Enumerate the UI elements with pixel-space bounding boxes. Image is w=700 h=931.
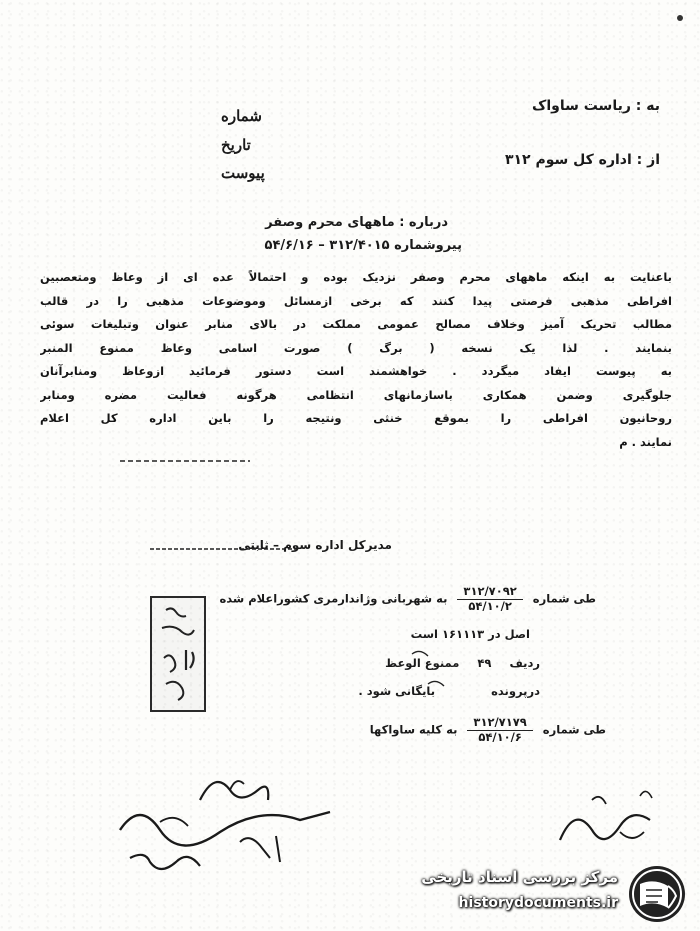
- recipient-line: به : ریاست ساواک: [532, 98, 660, 114]
- archive-logo-icon: [624, 862, 690, 926]
- signatory-title: مدیرکل اداره سوم – ثابتی: [238, 538, 392, 552]
- footer-line-5-number: ۳۱۲/۷۱۷۹: [467, 716, 532, 731]
- reference-line: پیروشماره ۳۱۲/۴۰۱۵ – ۵۴/۶/۱۶: [264, 238, 462, 253]
- body-line: بنمایند . لذا یک نسخه ( برگ ) صورت اسامی وعاظ ممنوع المنبر: [40, 340, 672, 355]
- attachment-label: پیوست: [221, 164, 265, 182]
- body-line: افراطی مذهبی فرصتی پیدا کنند که برخی ازمسائل وموضوعات مذهبی را در قالب: [40, 293, 672, 308]
- punch-hole-mark: [677, 15, 683, 21]
- footer-line-1-date: ۵۴/۱۰/۲: [468, 599, 512, 613]
- number-label: شماره: [221, 107, 262, 125]
- footer-line-1-suffix: به شهربانی وژاندارمری کشوراعلام شده: [219, 591, 448, 606]
- footer-line-3-suffix: ممنوع الوعظ: [385, 656, 460, 670]
- signature-scribble-left: [120, 781, 330, 869]
- date-label: تاریخ: [221, 136, 251, 154]
- footer-line-1-prefix: طی شماره: [532, 591, 596, 606]
- body-line: مطالب تحریک آمیز وخلاف مصالح عمومی مملکت در بالای منابر عنوان وتبلیغات سوئی: [40, 317, 672, 331]
- footer-line-3-number: ۴۹: [477, 656, 492, 670]
- footer-line-2: اصل در ۱۶۱۱۱۳ است: [410, 627, 530, 641]
- sender-line: از : اداره کل سوم ۳۱۲: [504, 152, 660, 168]
- body-line: روحانیون افراطی را بموقع خنثی ونتیجه را باین اداره کل اعلام: [40, 411, 672, 425]
- footer-line-5-suffix: به کلیه ساواکها: [369, 722, 458, 737]
- watermark: [418, 862, 690, 926]
- footer-line-4-suffix: بایگانی شود .: [358, 684, 436, 698]
- signature-scribble-right: [560, 791, 652, 840]
- watermark-title: مرکز بررسی اسناد تاریخی: [421, 868, 618, 886]
- footer-line-3-prefix: ردیف: [509, 656, 540, 670]
- footer-line-5-prefix: طی شماره: [542, 722, 606, 737]
- footer-line-4-prefix: درپرونده: [491, 684, 540, 698]
- footer-line-1-number: ۳۱۲/۷۰۹۲: [457, 585, 522, 600]
- subject-line: درباره : ماههای محرم وصفر: [265, 215, 448, 230]
- watermark-url: historydocuments.ir: [458, 895, 618, 911]
- body-line: جلوگیری وضمن همکاری باسازمانهای انتظامی هرگونه فعالیت مضره ومنابر: [40, 387, 672, 402]
- footer-line-5-date: ۵۴/۱۰/۶: [478, 730, 522, 744]
- body-line: نمایند . م: [619, 434, 672, 449]
- body-line: به پیوست ایفاد میگردد . خواهشمند است دستور فرمائید ازوعاظ ومنابرآنان: [40, 364, 672, 378]
- body-line: باعنایت به اینکه ماههای محرم وصفر نزدیک بوده و احتمالاً عده ای از وعاظ ومتعصبین: [40, 270, 672, 284]
- margin-mark: [428, 681, 444, 686]
- margin-mark: [412, 651, 428, 656]
